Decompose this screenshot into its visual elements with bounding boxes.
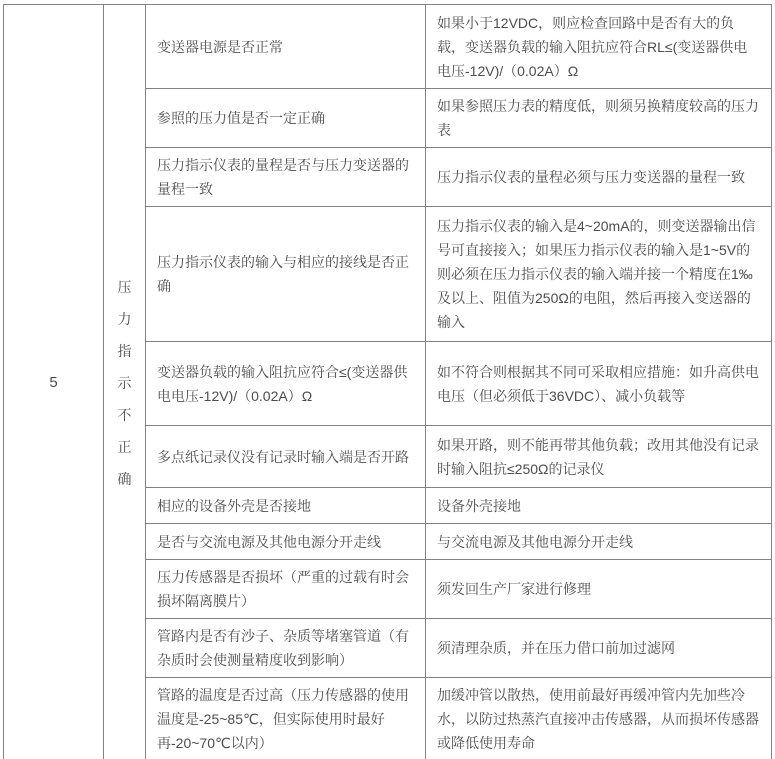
- answer-cell: 须发回生产厂家进行修理: [426, 560, 772, 619]
- category-cell: [104, 5, 146, 759]
- answer-cell: 如果参照压力表的精度低，则须另换精度较高的压力表: [426, 89, 772, 148]
- question-cell: 多点纸记录仪没有记录时输入端是否开路: [146, 426, 426, 488]
- question-cell: 变送器电源是否正常: [146, 5, 426, 89]
- question-cell: 压力指示仪表的量程是否与压力变送器的量程一致: [146, 148, 426, 207]
- troubleshooting-table: [3, 4, 772, 759]
- question-cell: 管路内是否有沙子、杂质等堵塞管道（有杂质时会使测量精度收到影响）: [146, 619, 426, 678]
- answer-cell: 如果小于12VDC，则应检查回路中是否有大的负载，变送器负载的输入阻抗应符合RL≤(变送器供电电压-12V)/（0.02A）Ω: [426, 5, 772, 89]
- answer-cell: 与交流电源及其他电源分开走线: [426, 524, 772, 560]
- answer-cell: 压力指示仪表的量程必须与压力变送器的量程一致: [426, 148, 772, 207]
- question-cell: 是否与交流电源及其他电源分开走线: [146, 524, 426, 560]
- answer-cell: 如不符合则根据其不同可采取相应措施：如升高供电电压（但必须低于36VDC）、减小负载等: [426, 342, 772, 426]
- question-cell: 压力传感器是否损坏（严重的过载有时会损坏隔离膜片）: [146, 560, 426, 619]
- question-cell: 参照的压力值是否一定正确: [146, 89, 426, 148]
- answer-cell: 压力指示仪表的输入是4~20mA的，则变送器输出信号可直接接入；如果压力指示仪表的输入是1~5V的则必须在压力指示仪表的输入端并接一个精度在1‰及以上、阻值为250Ω的电阻，然后再接入变送器的输入: [426, 207, 772, 342]
- answer-cell: 设备外壳接地: [426, 488, 772, 524]
- answer-cell: 须清理杂质，并在压力借口前加过滤网: [426, 619, 772, 678]
- row-number: 5: [4, 5, 104, 759]
- table-row: [4, 5, 772, 89]
- question-cell: 变送器负载的输入阻抗应符合≤(变送器供电电压-12V)/（0.02A）Ω: [146, 342, 426, 426]
- question-cell: 管路的温度是否过高（压力传感器的使用温度是-25~85℃，但实际使用时最好再-20~70℃以内）: [146, 678, 426, 759]
- answer-cell: 加缓冲管以散热，使用前最好再缓冲管内先加些冷水，以防过热蒸汽直接冲击传感器，从而损坏传感器或降低使用寿命: [426, 678, 772, 759]
- question-cell: 压力指示仪表的输入与相应的接线是否正确: [146, 207, 426, 342]
- category-label: 压力指示不正确: [117, 278, 132, 487]
- question-cell: 相应的设备外壳是否接地: [146, 488, 426, 524]
- answer-cell: 如果开路，则不能再带其他负载；改用其他没有记录时输入阻抗≤250Ω的记录仪: [426, 426, 772, 488]
